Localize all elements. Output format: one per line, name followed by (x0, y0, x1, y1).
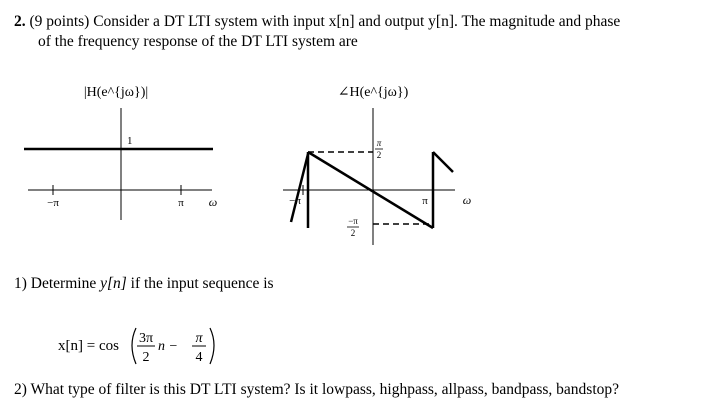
problem-intro: (9 points) Consider a DT LTI system with input x[n] and output y[n]. The magnitude and phase (29, 13, 621, 30)
magnitude-plot (20, 80, 230, 220)
problem-line-1 (14, 12, 620, 31)
equation-frac1-num: 3π (138, 331, 154, 346)
phase-plot (275, 80, 485, 245)
phase-tick-pos-label: π (422, 195, 428, 207)
phase-top-label-den: 2 (376, 150, 382, 160)
equation-frac2-den: 4 (195, 350, 203, 365)
part1-var: y[n] (100, 275, 127, 292)
problem-line-2: of the frequency response of the DT LTI system are (38, 33, 358, 50)
magnitude-value-label: 1 (127, 135, 133, 147)
phase-bottom-label-den: 2 (350, 228, 356, 238)
phase-segment-right (433, 152, 453, 172)
magnitude-tick-neg-label: −π (47, 197, 59, 209)
equation-lhs: x[n] = cos (58, 338, 119, 354)
equation-right-paren (210, 328, 214, 364)
magnitude-axis-var: ω (208, 195, 218, 209)
equation-mid: n − (158, 339, 178, 354)
problem-number: 2. (14, 13, 26, 30)
phase-segment-left (291, 154, 308, 222)
input-equation (54, 320, 224, 370)
part1-line (14, 274, 274, 293)
equation-frac2-num: π (195, 331, 203, 346)
phase-title: ∠H(e^{jω}) (337, 85, 409, 100)
part2-line: 2) What type of filter is this DT LTI system? Is it lowpass, highpass, allpass, bandpass, bandstop? (14, 381, 619, 398)
phase-top-label-num: π (376, 138, 382, 148)
phase-axis-var: ω (462, 193, 472, 207)
phase-bottom-label-num: −π (348, 216, 358, 226)
magnitude-title: |H(e^{jω})| (83, 85, 149, 100)
equation-left-paren (132, 328, 136, 364)
part1-suffix: if the input sequence is (130, 275, 274, 292)
part1-prefix: 1) Determine (14, 275, 97, 292)
phase-tick-neg-label: −π (289, 195, 301, 207)
magnitude-tick-pos-label: π (178, 197, 184, 209)
equation-frac1-den: 2 (142, 350, 150, 365)
